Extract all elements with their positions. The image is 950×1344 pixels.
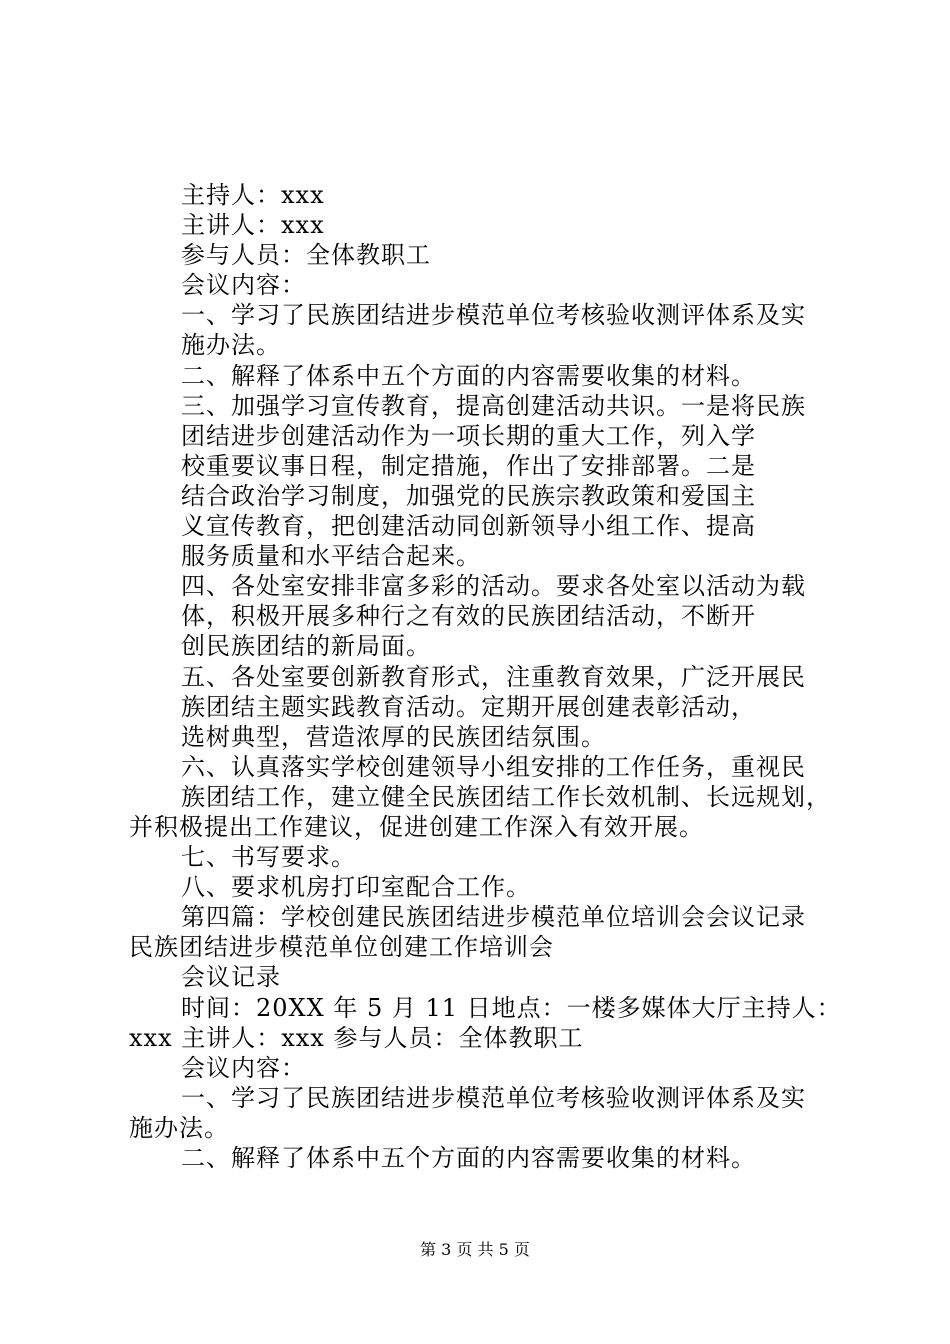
text-line: 二、解释了体系中五个方面的内容需要收集的材料。 (181, 362, 756, 390)
text-line: 团结进步创建活动作为一项长期的重大工作，列入学 (181, 422, 756, 450)
text-line: 义宣传教育，把创建活动同创新领导小组工作、提高 (181, 512, 756, 540)
text-line: 时间：20XX 年 5 月 11 日地点：一楼多媒体大厅主持人： (181, 994, 842, 1022)
text-line: 参与人员：全体教职工 (181, 241, 431, 269)
text-line: 三、加强学习宣传教育，提高创建活动共识。一是将民族 (181, 392, 806, 420)
text-line: 施办法。 (181, 331, 281, 359)
text-line: 会议记录 (181, 963, 281, 991)
text-line: 服务质量和水平结合起来。 (181, 542, 481, 570)
text-line: 第四篇：学校创建民族团结进步模范单位培训会会议记录 (181, 903, 806, 931)
text-line: 四、各处室安排非富多彩的活动。要求各处室以活动为载 (181, 572, 806, 600)
text-line: 族团结主题实践教育活动。定期开展创建表彰活动， (181, 693, 756, 721)
text-line: 民族团结进步模范单位创建工作培训会 (129, 933, 554, 961)
text-line: 会议内容： (181, 271, 306, 299)
text-line: 会议内容： (181, 1054, 306, 1082)
text-line: 六、认真落实学校创建领导小组安排的工作任务，重视民 (181, 753, 806, 781)
text-line: 主持人：xxx (181, 181, 325, 209)
text-line: 一、学习了民族团结进步模范单位考核验收测评体系及实 (181, 301, 806, 329)
text-line: 二、解释了体系中五个方面的内容需要收集的材料。 (181, 1144, 756, 1172)
text-line: 校重要议事日程，制定措施，作出了安排部署。二是 (181, 452, 756, 480)
text-line: 并积极提出工作建议，促进创建工作深入有效开展。 (129, 813, 704, 841)
text-line: 五、各处室要创新教育形式，注重教育效果，广泛开展民 (181, 663, 806, 691)
text-line: 一、学习了民族团结进步模范单位考核验收测评体系及实 (181, 1084, 806, 1112)
text-line: 七、书写要求。 (181, 843, 356, 871)
text-line: 族团结工作，建立健全民族团结工作长效机制、长远规划， (181, 783, 831, 811)
page-footer: 第 3 页 共 5 页 (420, 1240, 530, 1259)
text-line: 创民族团结的新局面。 (181, 632, 431, 660)
text-line: xxx 主讲人：xxx 参与人员：全体教职工 (129, 1024, 584, 1052)
text-line: 选树典型，营造浓厚的民族团结氛围。 (181, 723, 606, 751)
text-line: 体，积极开展多种行之有效的民族团结活动，不断开 (181, 602, 756, 630)
text-line: 八、要求机房打印室配合工作。 (181, 873, 531, 901)
text-line: 主讲人：xxx (181, 211, 325, 239)
text-line: 结合政治学习制度，加强党的民族宗教政策和爱国主 (181, 482, 756, 510)
text-line: 施办法。 (129, 1114, 229, 1142)
